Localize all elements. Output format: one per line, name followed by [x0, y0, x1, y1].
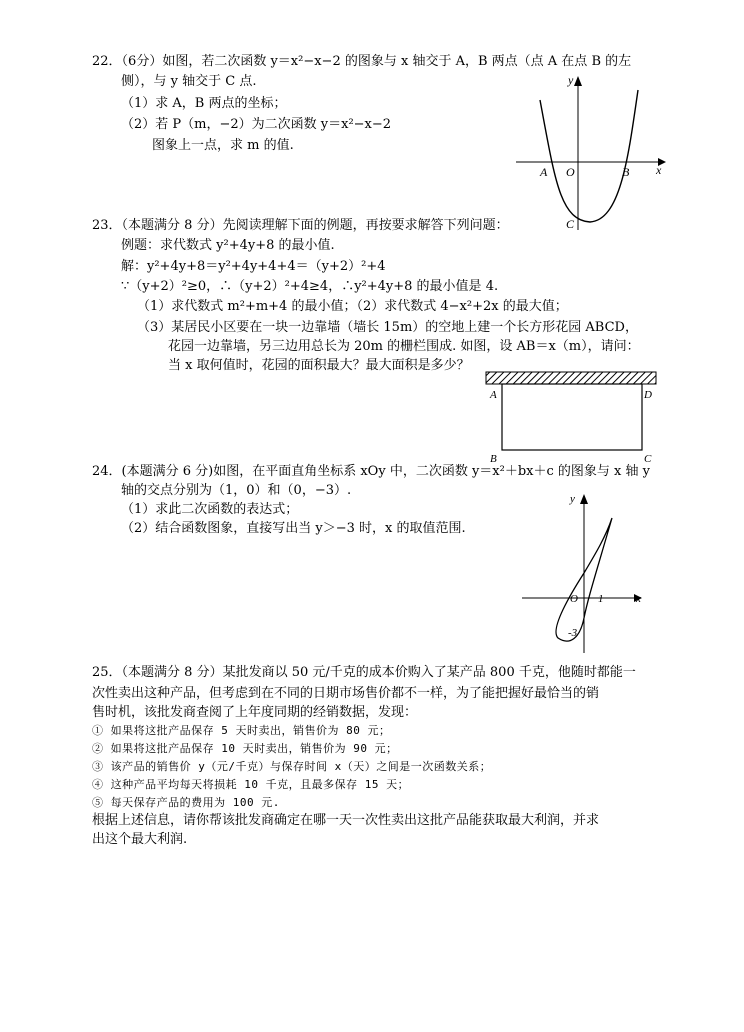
- q25-condition-1: ① 如果将这批产品保存 5 天时卖出，销售价为 80 元；: [92, 724, 391, 737]
- q23-line-1: 23．（本题满分 8 分）先阅读理解下面的例题，再按要求解答下列问题：: [92, 218, 509, 233]
- q23-part-3-cont-2: 当 x 取何值时，花园的面积最大？最大面积是多少？: [168, 358, 470, 373]
- q22-parabola-figure: [510, 70, 670, 240]
- q22-point-b-label: B: [622, 165, 630, 179]
- q25-line-3: 售时机，该批发商查阅了上年度同期的经销数据，发现：: [92, 705, 418, 720]
- q22-line-2: 侧），与 y 轴交于 C 点.: [121, 74, 257, 89]
- q22-part-1: （1）求 A，B 两点的坐标；: [121, 96, 287, 111]
- q22-axis-x-label: x: [656, 163, 662, 177]
- q23-part-3: （3）某居民小区要在一块一边靠墙（墙长 15m）的空地上建一个长方形花园 ABCD，: [137, 320, 638, 335]
- q24-origin-label: O: [570, 593, 578, 605]
- q23-part-3-cont-1: 花园一边靠墙，另三边用总长为 20m 的栅栏围成. 如图，设 AB＝x（m），请问：: [168, 339, 640, 354]
- q23-point-c-label: C: [644, 453, 652, 465]
- q23-wall: [486, 372, 656, 384]
- q25-condition-2: ② 如果将这批产品保存 10 天时卖出，销售价为 90 元；: [92, 742, 398, 755]
- q23-point-b-label: B: [490, 453, 497, 465]
- q22-part-2: （2）若 P（m，−2）为二次函数 y＝x²−x−2: [121, 117, 392, 132]
- q24-part-2: （2）结合函数图象，直接写出当 y＞−3 时，x 的取值范围.: [121, 521, 466, 536]
- q24-line-1: 24．(本题满分 6 分)如图，在平面直角坐标系 xOy 中，二次函数 y＝x²＋bx＋c 的图象与 x 轴 y: [92, 464, 650, 479]
- q25-line-2: 次性卖出这种产品，但考虑到在不同的日期市场售价都不一样，为了能把握好最恰当的销: [92, 686, 600, 701]
- q24-parabola-figure: [518, 488, 648, 658]
- q24-tick-one-label: 1: [598, 593, 604, 605]
- q23-example: 例题：求代数式 y²+4y+8 的最小值.: [121, 238, 335, 253]
- q23-parts-1-2: （1）求代数式 m²+m+4 的最小值；（2）求代数式 4−x²+2x 的最大值；: [137, 299, 568, 314]
- q22-point-a-label: A: [540, 165, 548, 179]
- q25-condition-4: ④ 这种产品平均每天将损耗 10 千克，且最多保存 15 天；: [92, 778, 410, 791]
- q23-solution-2: ∵（y+2）²≥0，∴（y+2）²+4≥4，∴y²+4y+8 的最小值是 4.: [121, 279, 499, 294]
- q25-condition-3: ③ 该产品的销售价 y（元/千克）与保存时间 x（天）之间是一次函数关系；: [92, 760, 492, 773]
- q22-part-2-cont: 图象上一点，求 m 的值.: [152, 138, 294, 153]
- q24-axis-y-label: y: [570, 493, 575, 505]
- q23-point-d-label: D: [644, 389, 652, 401]
- q24-line-2: 轴的交点分别为（1，0）和（0，−3）.: [121, 483, 352, 498]
- q22-origin-label: O: [566, 165, 575, 179]
- q25-question: 根据上述信息，请你帮该批发商确定在哪一天一次性卖出这批产品能获取最大利润，并求: [92, 813, 600, 828]
- q23-garden-figure: [484, 370, 664, 465]
- q23-solution-1: 解：y²+4y+8＝y²+4y+4+4＝（y+2）²+4: [121, 259, 386, 274]
- q24-tick-minus-three-label: -3: [568, 627, 578, 639]
- q24-axis-x-label: x: [636, 593, 641, 605]
- q22-axis-y-label: y: [568, 73, 574, 87]
- q23-point-a-label: A: [490, 389, 497, 401]
- q25-condition-5: ⑤ 每天保存产品的费用为 100 元.: [92, 796, 280, 809]
- q22-line-1: 22．（6分）如图，若二次函数 y＝x²−x−2 的图象与 x 轴交于 A，B 两点（点 A 在点 B 的左: [92, 54, 632, 69]
- q25-question-cont: 出这个最大利润.: [92, 832, 188, 847]
- q22-point-c-label: C: [566, 217, 575, 231]
- q23-garden-rect: [502, 384, 642, 450]
- q24-part-1: （1）求此二次函数的表达式；: [121, 502, 299, 517]
- q25-line-1: 25．（本题满分 8 分）某批发商以 50 元/千克的成本价购入了某产品 800 千克，他随时都能一: [92, 665, 636, 680]
